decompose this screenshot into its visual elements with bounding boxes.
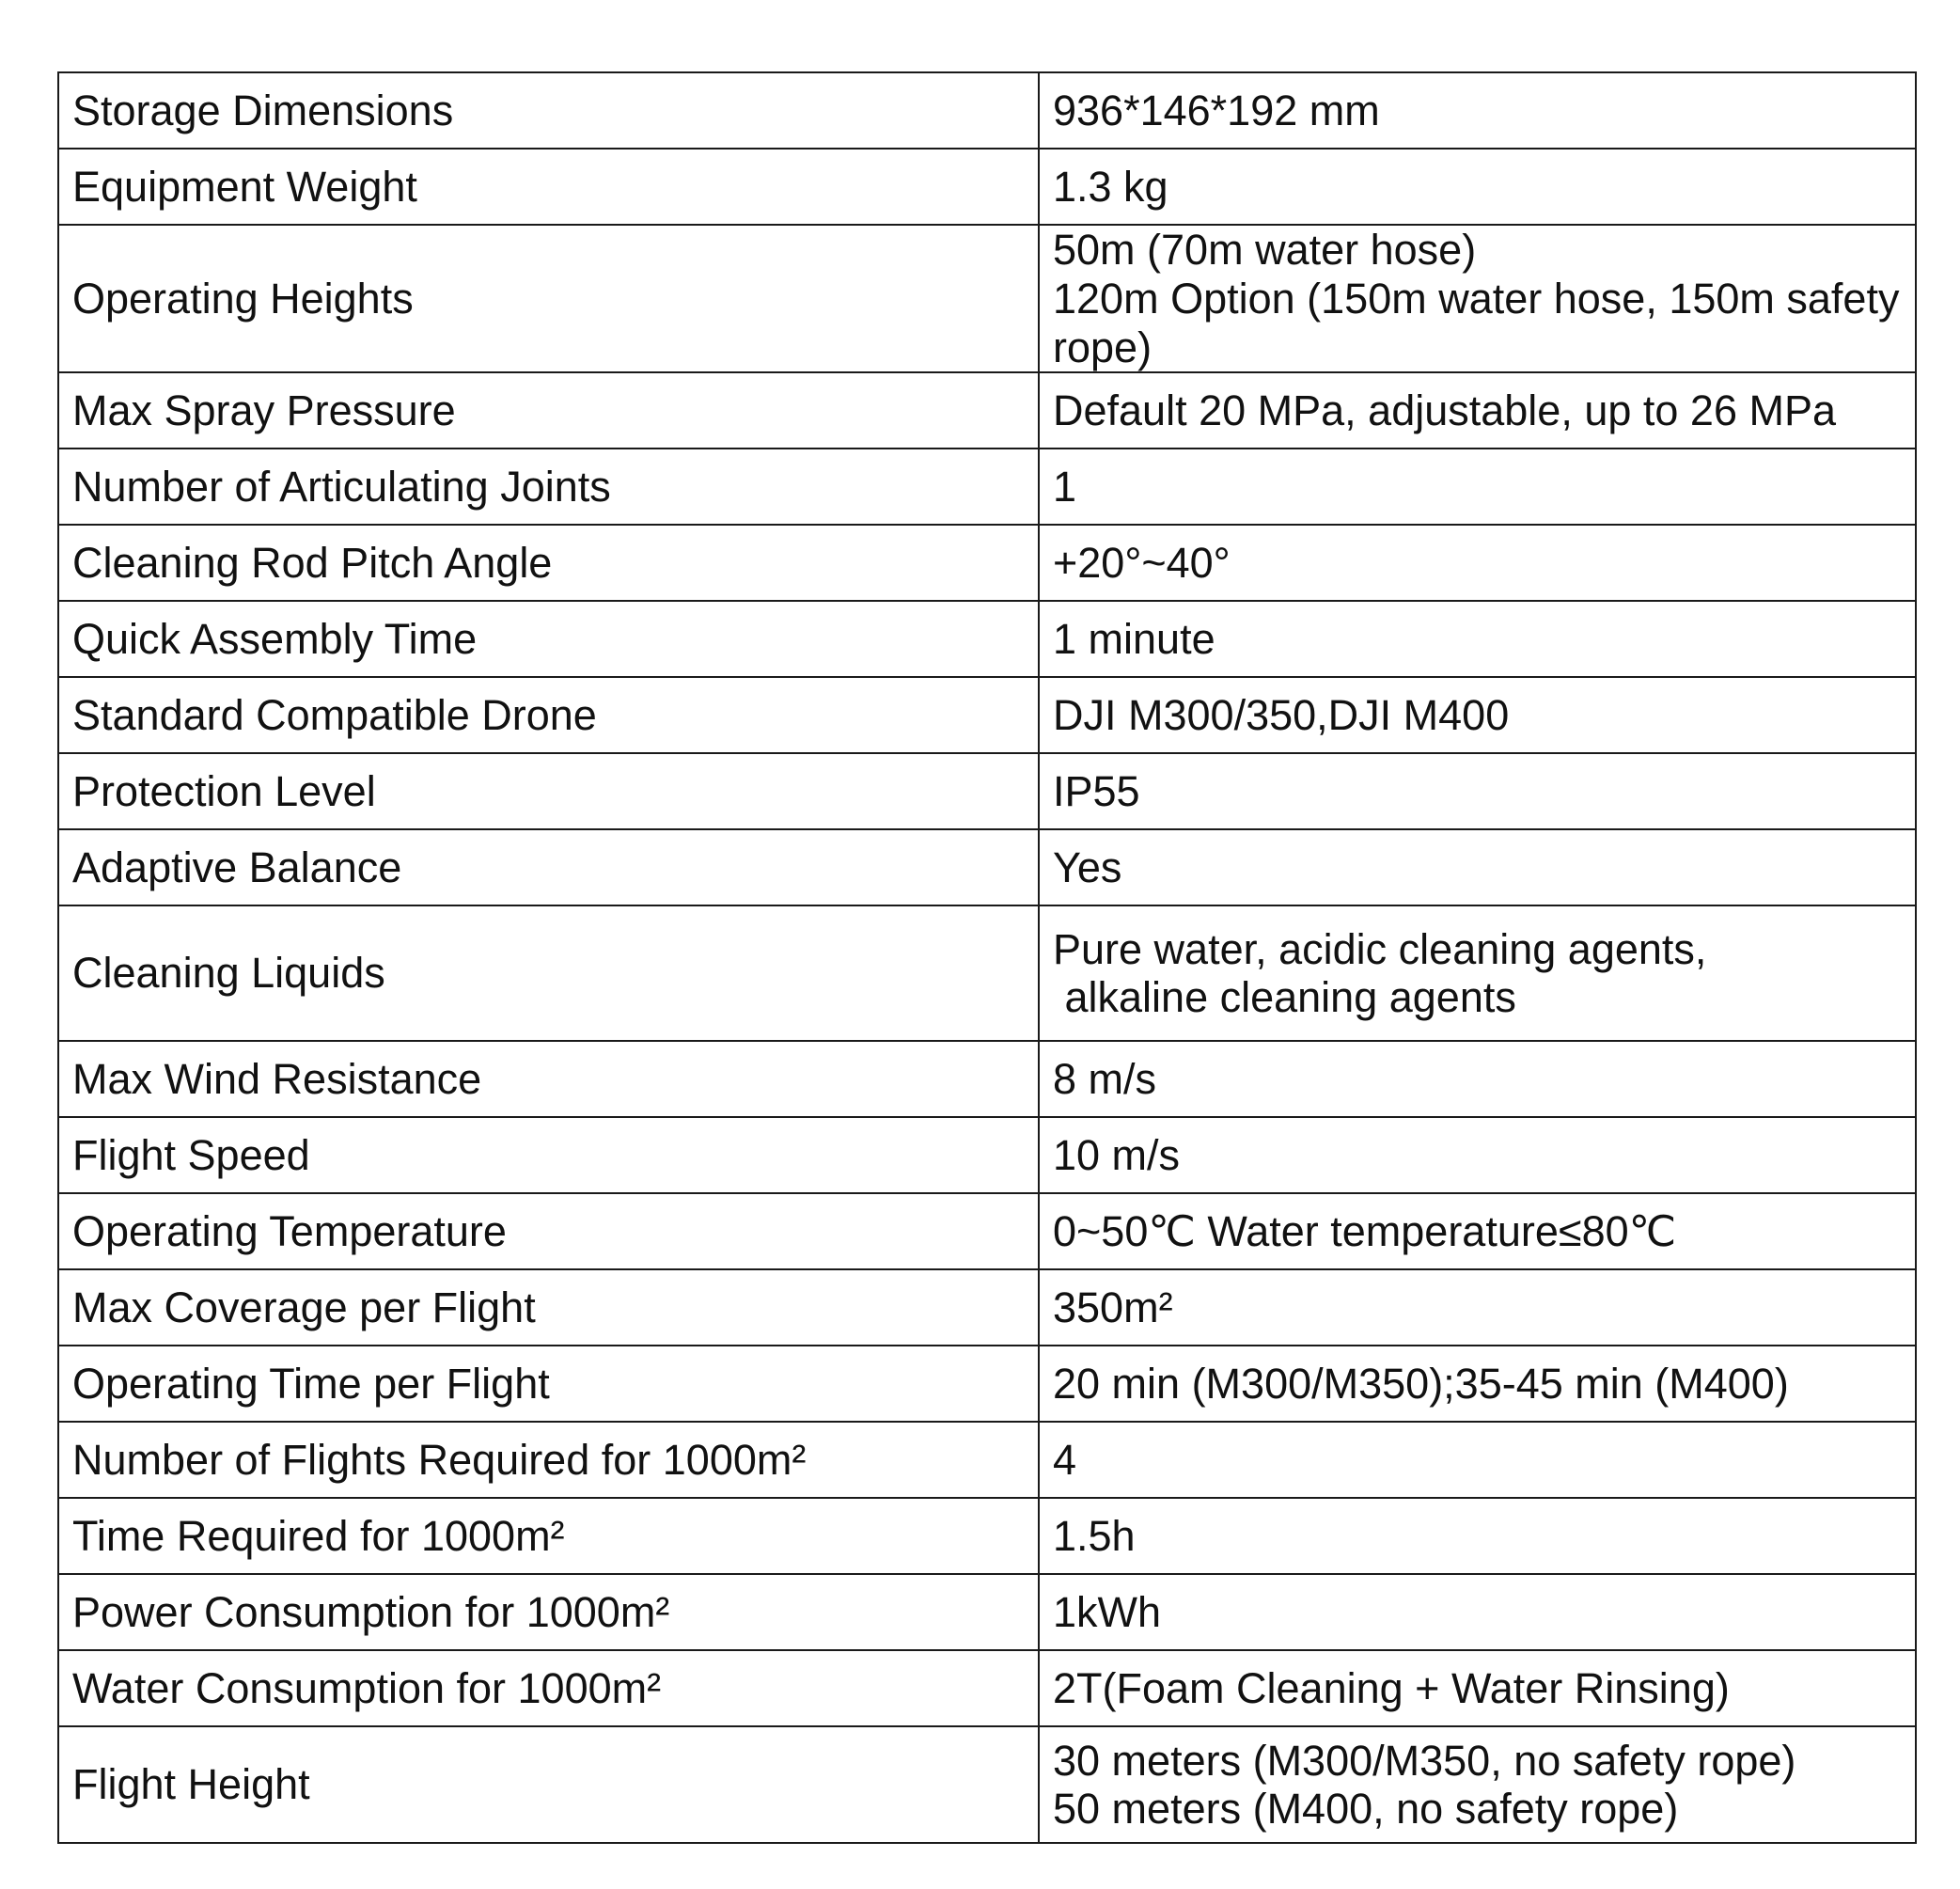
table-row bbox=[58, 225, 1916, 372]
spec-value-line: Default 20 MPa, adjustable, up to 26 MPa bbox=[1053, 386, 1837, 434]
spec-label: Water Consumption for 1000m² bbox=[58, 1650, 1039, 1726]
table-row bbox=[58, 601, 1916, 677]
spec-value-line: 350m² bbox=[1053, 1283, 1173, 1331]
spec-value-line: 120m Option (150m water hose, 150m safety rope) bbox=[1053, 274, 1900, 371]
table-row bbox=[58, 372, 1916, 449]
spec-value-line: 8 m/s bbox=[1053, 1054, 1157, 1103]
spec-value bbox=[1039, 1041, 1916, 1117]
table-row bbox=[58, 905, 1916, 1041]
spec-value bbox=[1039, 905, 1916, 1041]
table-row bbox=[58, 1269, 1916, 1346]
spec-value bbox=[1039, 753, 1916, 829]
table-row bbox=[58, 677, 1916, 753]
table-row bbox=[58, 1422, 1916, 1498]
spec-value bbox=[1039, 1193, 1916, 1269]
spec-value bbox=[1039, 1650, 1916, 1726]
spec-value-line: 50m (70m water hose) bbox=[1053, 226, 1477, 274]
spec-value-line: 0~50℃ Water temperature≤80℃ bbox=[1053, 1206, 1677, 1255]
spec-value bbox=[1039, 1117, 1916, 1193]
spec-value-line: Yes bbox=[1053, 842, 1122, 891]
spec-label: Cleaning Liquids bbox=[58, 905, 1039, 1041]
table-row bbox=[58, 449, 1916, 525]
spec-label: Power Consumption for 1000m² bbox=[58, 1574, 1039, 1650]
spec-value-line: 1.3 kg bbox=[1053, 162, 1168, 211]
spec-value-line: 50 meters (M400, no safety rope) bbox=[1053, 1785, 1679, 1834]
spec-label: Max Wind Resistance bbox=[58, 1041, 1039, 1117]
spec-value bbox=[1039, 449, 1916, 525]
spec-table bbox=[57, 71, 1917, 1844]
table-row bbox=[58, 1498, 1916, 1574]
spec-value-line: 4 bbox=[1053, 1435, 1077, 1484]
spec-label: Flight Height bbox=[58, 1726, 1039, 1843]
table-row bbox=[58, 1041, 1916, 1117]
spec-value-line: 1 minute bbox=[1053, 614, 1215, 663]
spec-value-line: Pure water, acidic cleaning agents, bbox=[1053, 924, 1707, 973]
spec-label: Equipment Weight bbox=[58, 149, 1039, 225]
spec-value-line: 936*146*192 mm bbox=[1053, 86, 1380, 134]
spec-value-line: alkaline cleaning agents bbox=[1053, 973, 1516, 1022]
spec-label: Operating Temperature bbox=[58, 1193, 1039, 1269]
spec-value bbox=[1039, 677, 1916, 753]
spec-value-line: +20°~40° bbox=[1053, 538, 1231, 587]
spec-value bbox=[1039, 72, 1916, 149]
spec-value bbox=[1039, 1726, 1916, 1843]
spec-value bbox=[1039, 829, 1916, 905]
spec-value-line: 2T(Foam Cleaning + Water Rinsing) bbox=[1053, 1663, 1730, 1712]
spec-label: Storage Dimensions bbox=[58, 72, 1039, 149]
spec-label: Max Coverage per Flight bbox=[58, 1269, 1039, 1346]
spec-label: Quick Assembly Time bbox=[58, 601, 1039, 677]
spec-label: Number of Articulating Joints bbox=[58, 449, 1039, 525]
spec-label: Operating Time per Flight bbox=[58, 1346, 1039, 1422]
spec-label: Operating Heights bbox=[58, 225, 1039, 372]
spec-label: Adaptive Balance bbox=[58, 829, 1039, 905]
spec-value-line: 30 meters (M300/M350, no safety rope) bbox=[1053, 1736, 1796, 1785]
spec-label: Max Spray Pressure bbox=[58, 372, 1039, 449]
spec-value bbox=[1039, 149, 1916, 225]
spec-value bbox=[1039, 525, 1916, 601]
table-row bbox=[58, 1726, 1916, 1843]
spec-value-line: 1.5h bbox=[1053, 1511, 1136, 1560]
spec-value bbox=[1039, 1422, 1916, 1498]
table-row bbox=[58, 1574, 1916, 1650]
table-row bbox=[58, 829, 1916, 905]
spec-value-line: DJI M300/350,DJI M400 bbox=[1053, 690, 1510, 739]
table-row bbox=[58, 1117, 1916, 1193]
spec-value bbox=[1039, 1269, 1916, 1346]
spec-value-line: 1kWh bbox=[1053, 1587, 1162, 1636]
spec-value-line: 20 min (M300/M350);35-45 min (M400) bbox=[1053, 1359, 1789, 1408]
spec-value bbox=[1039, 372, 1916, 449]
spec-label: Number of Flights Required for 1000m² bbox=[58, 1422, 1039, 1498]
table-row bbox=[58, 149, 1916, 225]
table-row bbox=[58, 525, 1916, 601]
table-row bbox=[58, 753, 1916, 829]
spec-value bbox=[1039, 1346, 1916, 1422]
spec-label: Standard Compatible Drone bbox=[58, 677, 1039, 753]
spec-value bbox=[1039, 225, 1916, 372]
spec-value bbox=[1039, 1574, 1916, 1650]
table-row bbox=[58, 1193, 1916, 1269]
spec-label: Cleaning Rod Pitch Angle bbox=[58, 525, 1039, 601]
spec-value bbox=[1039, 601, 1916, 677]
spec-label: Protection Level bbox=[58, 753, 1039, 829]
spec-value bbox=[1039, 1498, 1916, 1574]
spec-value-line: 1 bbox=[1053, 462, 1077, 511]
spec-label: Time Required for 1000m² bbox=[58, 1498, 1039, 1574]
spec-label: Flight Speed bbox=[58, 1117, 1039, 1193]
table-row bbox=[58, 1346, 1916, 1422]
spec-value-line: 10 m/s bbox=[1053, 1130, 1181, 1179]
table-row bbox=[58, 1650, 1916, 1726]
table-row bbox=[58, 72, 1916, 149]
spec-value-line: IP55 bbox=[1053, 766, 1140, 815]
